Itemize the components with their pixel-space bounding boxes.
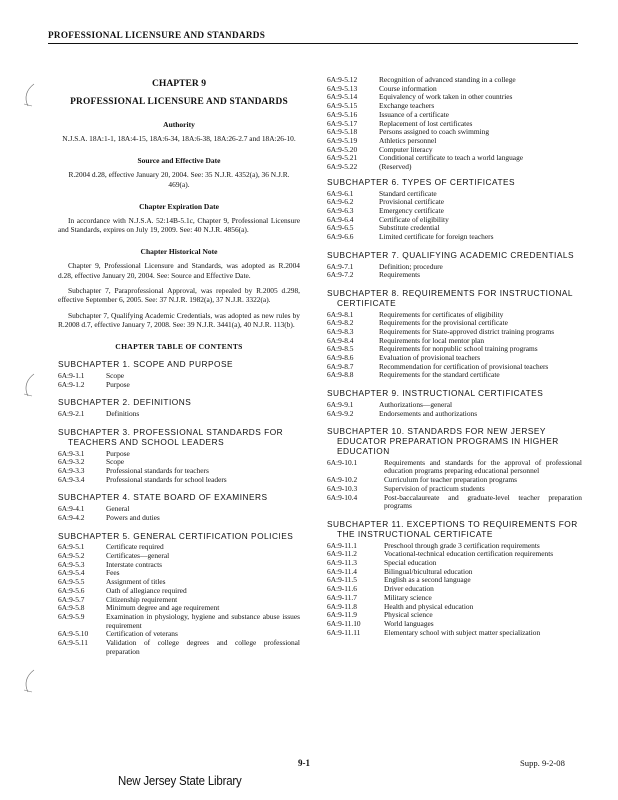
section-title: Preschool through grade 3 certification requirements [384,540,540,550]
section-title: Certificate required [106,542,164,552]
section-title: Interstate contracts [106,559,163,569]
left-column [58,78,300,657]
section-title: Supervision of practicum students [384,483,485,493]
section-number: 6A:9-11.4 [327,566,357,576]
subchapter-heading: SUBCHAPTER 5. GENERAL CERTIFICATION POLICIES [58,530,294,541]
section-number: 6A:9-8.3 [327,326,354,336]
section-title: Minimum degree and age requirement [106,603,220,613]
toc-entry [58,543,300,552]
section-number: 6A:9-5.8 [58,603,85,613]
section-number: 6A:9-11.10 [327,618,361,628]
section-title: Evaluation of provisional teachers [379,353,481,363]
section-number: 6A:9-5.22 [327,162,358,172]
source-heading: Source and Effective Date [137,156,221,166]
history-heading: Chapter Historical Note [140,247,218,257]
section-number: 6A:9-10.3 [327,483,358,493]
toc-entry [327,410,582,419]
toc-entry [327,629,582,638]
section-number: 6A:9-6.5 [327,223,354,233]
toc-entry [327,371,582,380]
section-number: 6A:9-10.1 [327,457,358,467]
toc-entry [327,550,582,559]
section-title: Purpose [106,448,130,458]
toc-entry [58,476,300,485]
expiration-heading: Chapter Expiration Date [139,201,219,211]
section-title: Special education [384,557,437,567]
section-number: 6A:9-7.2 [327,270,354,280]
toc-heading: CHAPTER TABLE OF CONTENTS [115,342,243,352]
section-number: 6A:9-3.1 [58,448,85,458]
subchapter-entries [58,410,300,419]
section-number: 6A:9-11.5 [327,575,357,585]
section-title: (Reserved) [379,162,412,172]
section-title: Curriculum for teacher preparation programs [384,475,517,485]
subchapter-entries [58,543,300,656]
section-title: Scope [106,371,125,381]
section-number: 6A:9-11.6 [327,584,357,594]
section-title: Assignment of titles [106,577,166,587]
toc-entry [58,639,300,656]
section-title: Recognition of advanced standing in a college [379,75,516,84]
section-title: World languages [384,618,434,628]
subchapter-heading: SUBCHAPTER 11. EXCEPTIONS TO REQUIREMENTS FOR THE INSTRUCTIONAL CERTIFICATE [327,518,578,539]
chapter-title: PROFESSIONAL LICENSURE AND STANDARDS [70,97,288,107]
section-title: Professional standards for teachers [106,465,209,475]
toc-entry [327,76,582,85]
section-number: 6A:9-5.16 [327,109,358,119]
section-number: 6A:9-6.2 [327,197,354,207]
section-title: Purpose [106,379,130,389]
subchapter-heading: SUBCHAPTER 10. STANDARDS FOR NEW JERSEY EDUCATOR PREPARATION PROGRAMS IN HIGHER EDUCATION [327,426,559,456]
section-number: 6A:9-5.13 [327,83,358,93]
subchapter-entries [327,263,582,280]
subchapter-heading: SUBCHAPTER 9. INSTRUCTIONAL CERTIFICATES [327,388,544,399]
subchapter-heading: SUBCHAPTER 8. REQUIREMENTS FOR INSTRUCTIONAL CERTIFICATE [327,287,573,308]
section-title: Issuance of a certificate [379,109,449,119]
section-title: Athletics personnel [379,135,437,145]
authority-text: N.J.S.A. 18A:1-1, 18A:4-15, 18A:6-34, 18A:6-38, 18A:26-2.7 and 18A:26-10. [62,134,296,143]
library-stamp: New Jersey State Library [118,773,242,788]
section-number: 6A:9-5.5 [58,577,85,587]
section-title: Recommendation for certification of provisional teachers [379,361,549,371]
margin-mark-icon [20,372,40,400]
toc-entry [327,576,582,585]
section-title: Post-baccalaureate and graduate-level teacher preparation programs [384,492,582,511]
section-number: 6A:9-6.6 [327,232,354,242]
toc-entry [58,514,300,523]
section-title: Limited certificate for foreign teachers [379,232,494,242]
section-number: 6A:9-11.8 [327,601,357,611]
toc-entry [327,198,582,207]
toc-entry [58,505,300,514]
subchapter-entries [327,459,582,511]
section-title: Health and physical education [384,601,474,611]
section-number: 6A:9-2.1 [58,409,85,419]
section-number: 6A:9-5.14 [327,92,358,102]
section-title: Certificates—general [106,551,170,561]
section-title: Conditional certificate to teach a world language [379,153,524,163]
right-column [327,74,582,637]
section-title: Definitions [106,409,140,419]
section-number: 6A:9-5.12 [327,75,358,84]
section-title: Requirements [379,270,421,280]
section-number: 6A:9-11.9 [327,610,357,620]
section-number: 6A:9-3.4 [58,474,85,484]
toc-entry [327,271,582,280]
section-title: Certification of veterans [106,629,178,639]
section-title: Examination in physiology, hygiene and substance abuse issues requirement [106,612,300,630]
subchapter-heading: SUBCHAPTER 6. TYPES OF CERTIFICATES [327,176,516,187]
section-number: 6A:9-8.6 [327,353,354,363]
section-number: 6A:9-5.7 [58,594,85,604]
toc-right-list [327,178,582,638]
toc-entry [327,93,582,102]
section-title: Equivalency of work taken in other countries [379,92,513,102]
section-number: 6A:9-8.8 [327,370,354,380]
subchapter-entries [327,542,582,638]
section-number: 6A:9-5.19 [327,135,358,145]
section-number: 6A:9-4.2 [58,512,85,522]
subchapter-entries [327,190,582,242]
section-title: General [106,504,130,514]
section-title: Standard certificate [379,188,437,198]
subchapter-entries [58,505,300,522]
section-title: Persons assigned to coach swimming [379,127,490,137]
toc-entry [58,372,300,381]
section-title: Certificate of eligibility [379,214,449,224]
history-paragraph: Subchapter 7, Paraprofessional Approval, was repealed by R.2005 d.298, effective September 6, 2005. See: 37 N.J.R. 1982(a), 37 N.J.R. 3322(a). [58,286,300,305]
section-number: 6A:9-5.4 [58,568,85,578]
toc-entry [327,128,582,137]
section-number: 6A:9-5.18 [327,127,358,137]
section-title: Requirements and standards for the approval of professional education programs preparing educational personnel [384,457,582,476]
section-title: Powers and duties [106,512,160,522]
section-title: Vocational-technical education certification requirements [384,549,554,559]
section-title: English as a second language [384,575,471,585]
section-number: 6A:9-5.6 [58,585,85,595]
section-number: 6A:9-5.9 [58,612,85,621]
running-head: PROFESSIONAL LICENSURE AND STANDARDS [48,30,578,44]
section-title: Replacement of lost certificates [379,118,473,128]
toc-entry [327,102,582,111]
section-title: Requirements for State-approved district training programs [379,326,555,336]
toc-entry [327,207,582,216]
section-number: 6A:9-11.1 [327,540,357,550]
section-title: Requirements for the standard certificate [379,370,500,380]
section-number: 6A:9-5.3 [58,559,85,569]
toc-entry [58,587,300,596]
section-number: 6A:9-5.15 [327,101,358,111]
section-title: Requirements for certificates of eligibility [379,309,504,319]
subchapter-entries [58,372,300,389]
toc-left-list [58,360,300,656]
source-text: R.2004 d.28, effective January 20, 2004. See: 35 N.J.R. 4352(a), 36 N.J.R. 469(a). [68,170,290,189]
section-number: 6A:9-9.1 [327,399,354,409]
section-number: 6A:9-5.21 [327,153,358,163]
toc-entry [58,381,300,390]
section-number: 6A:9-1.1 [58,371,85,381]
toc-entry [58,552,300,561]
subchapter-5-continued [327,76,582,172]
section-number: 6A:9-11.11 [327,627,361,637]
section-number: 6A:9-4.1 [58,504,85,514]
section-number: 6A:9-11.3 [327,557,357,567]
toc-entry [327,459,582,476]
section-title: Definition; procedure [379,261,443,271]
section-title: Requirements for the provisional certificate [379,318,508,328]
section-title: Oath of allegiance required [106,585,187,595]
section-number: 6A:9-7.1 [327,261,354,271]
section-title: Requirements for nonpublic school training programs [379,344,538,354]
section-title: Endorsements and authorizations [379,408,478,418]
section-number: 6A:9-8.7 [327,361,354,371]
section-number: 6A:9-1.2 [58,379,85,389]
section-number: 6A:9-3.3 [58,465,85,475]
page-number: 9-1 [298,758,310,768]
section-number: 6A:9-8.4 [327,335,354,345]
section-number: 6A:9-11.7 [327,592,357,602]
section-number: 6A:9-3.2 [58,457,85,467]
toc-entry [58,569,300,578]
section-number: 6A:9-6.4 [327,214,354,224]
section-title: Professional standards for school leaders [106,474,227,484]
authority-heading: Authority [163,120,195,129]
subchapter-heading: SUBCHAPTER 7. QUALIFYING ACADEMIC CREDENTIALS [327,249,575,260]
toc-entry [58,561,300,570]
section-title: Fees [106,568,120,578]
toc-entry [58,613,300,630]
section-number: 6A:9-5.20 [327,144,358,154]
toc-entry [327,611,582,620]
history-paragraph: Chapter 9, Professional Licensure and Standards, was adopted as R.2004 d.28, effective January 20, 2004. See: Source and Effective Date. [58,261,300,280]
section-title: Elementary school with subject matter specialization [384,627,541,637]
margin-mark-icon [20,82,40,110]
margin-mark-icon [20,668,40,696]
toc-entry [58,450,300,459]
toc-entry [327,494,582,511]
section-number: 6A:9-5.2 [58,551,85,561]
section-title: Driver education [384,584,434,594]
section-number: 6A:9-11.2 [327,549,357,559]
subchapter-entries [327,401,582,418]
section-title: Computer literacy [379,144,433,154]
toc-entry [327,585,582,594]
toc-entry [327,603,582,612]
subchapter-heading: SUBCHAPTER 4. STATE BOARD OF EXAMINERS [58,492,268,503]
section-number: 6A:9-5.10 [58,629,89,639]
toc-entry [327,190,582,199]
expiration-text: In accordance with N.J.S.A. 52:14B-5.1c, Chapter 9, Professional Licensure and Standards, expires on July 19, 2009. See: 40 N.J.R. 4856(a). [58,215,300,235]
section-number: 6A:9-8.2 [327,318,354,328]
section-number: 6A:9-6.1 [327,188,354,198]
section-number: 6A:9-9.2 [327,408,354,418]
toc-entry [327,154,582,163]
section-title: Provisional certificate [379,197,445,207]
section-title: Validation of college degrees and college professional preparation [106,638,300,656]
supplement-date: Supp. 9-2-08 [520,758,565,768]
section-title: Scope [106,457,125,467]
subchapter-heading: SUBCHAPTER 2. DEFINITIONS [58,397,192,408]
section-number: 6A:9-8.1 [327,309,354,319]
subchapter-entries [58,450,300,485]
section-title: Military science [384,592,432,602]
section-number: 6A:9-8.5 [327,344,354,354]
section-number: 6A:9-5.1 [58,542,85,552]
toc-entry [327,263,582,272]
section-title: Emergency certificate [379,205,444,215]
toc-entry [327,233,582,242]
subchapter-entries [327,311,582,381]
section-number: 6A:9-5.17 [327,118,358,128]
section-title: Substitute credential [379,223,440,233]
toc-entry [327,163,582,172]
section-title: Citizenship requirement [106,594,178,604]
section-title: Exchange teachers [379,101,435,111]
section-title: Requirements for local mentor plan [379,335,485,345]
toc-entry [327,137,582,146]
section-number: 6A:9-6.3 [327,205,354,215]
subchapter-heading: SUBCHAPTER 3. PROFESSIONAL STANDARDS FOR TEACHERS AND SCHOOL LEADERS [58,426,284,447]
subchapter-heading: SUBCHAPTER 1. SCOPE AND PURPOSE [58,359,234,370]
toc-entry [327,216,582,225]
section-number: 6A:9-5.11 [58,638,88,648]
toc-entry [58,410,300,419]
section-number: 6A:9-10.4 [327,492,358,502]
section-title: Course information [379,83,437,93]
chapter-number: CHAPTER 9 [151,78,207,89]
section-title: Bilingual/bicultural education [384,566,473,576]
section-number: 6A:9-10.2 [327,475,358,485]
history-paragraph: Subchapter 7, Qualifying Academic Credentials, was adopted as new rules by R.2008 d.7, effective January 7, 2008. See: 39 N.J.R. 3441(a), 40 N.J.R. 113(b). [58,310,300,329]
section-title: Authorizations—general [379,399,453,409]
section-title: Physical science [384,610,433,620]
